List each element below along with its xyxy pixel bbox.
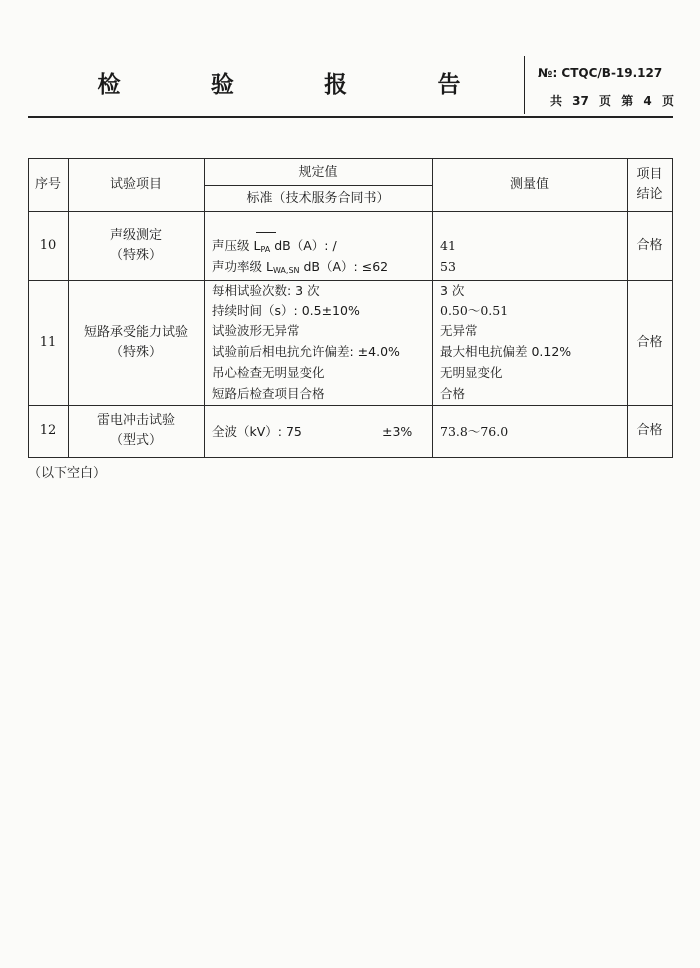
measured-value: 3 次 — [440, 283, 465, 298]
row-item-line1: 声级测定 — [109, 227, 162, 243]
row-item-line1: 短路承受能力试验 — [83, 324, 188, 340]
table-border-bottom — [28, 457, 673, 458]
row-item — [68, 405, 204, 457]
header-rule — [28, 116, 673, 118]
spec-line: 短路后检查项目合格 — [212, 386, 325, 401]
measured-value: 最大相电抗偏差 0.12% — [440, 344, 572, 359]
header-item: 试验项目 — [109, 176, 162, 192]
spec-line: 每相试验次数: 3 次 — [212, 283, 320, 298]
row-conclusion: 合格 — [636, 237, 663, 253]
spec-sound-pressure-prefix: 声压级 L — [212, 238, 261, 253]
spec-line-full-wave: 全波（kV）: 75 — [212, 424, 302, 439]
row-seq: 11 — [39, 334, 57, 350]
page-count — [550, 92, 674, 109]
title-char-1: 检 — [97, 72, 123, 98]
header-seq: 序号 — [34, 176, 61, 192]
row-seq: 10 — [39, 237, 57, 253]
spec-line: 试验波形无异常 — [212, 323, 300, 338]
spec-sound-power-suffix: dB（A）: ≤62 — [299, 259, 389, 274]
spec-tolerance: ±3% — [382, 424, 413, 439]
spec-sound-power-sub: WA,SN — [272, 266, 300, 275]
header-divider — [524, 56, 525, 114]
report-title — [90, 66, 470, 99]
row-conclusion: 合格 — [636, 423, 663, 438]
overline-mark — [256, 232, 276, 233]
row-item-line1: 雷电冲击试验 — [96, 413, 175, 428]
table-border-right — [672, 158, 673, 458]
spec-sound-pressure-sub: PA — [260, 245, 271, 254]
row-conclusion: 合格 — [636, 334, 663, 350]
row-item-line2: （型式） — [109, 433, 162, 448]
spec-line: 吊心检查无明显变化 — [212, 365, 325, 380]
title-char-4: 告 — [437, 72, 463, 98]
header-measured: 测量值 — [509, 176, 549, 192]
header-spec: 规定值 — [298, 164, 338, 180]
header-conclusion — [627, 158, 672, 211]
header-conclusion-line2: 结论 — [636, 186, 663, 202]
pages-total: 共 37 页 — [550, 94, 612, 108]
measured-value: 无明显变化 — [440, 365, 503, 380]
row-item-line2: （特殊） — [109, 344, 162, 360]
measured-value: 41 — [440, 238, 456, 253]
spec-line: 持续时间（s）: 0.5±10% — [212, 303, 360, 318]
blank-below-note: （以下空白） — [28, 466, 107, 481]
title-char-2: 验 — [210, 72, 236, 98]
title-char-3: 报 — [324, 72, 350, 98]
measured-value: 0.50～0.51 — [440, 303, 509, 318]
page-current: 第 4 页 — [621, 94, 674, 108]
row-item — [68, 211, 204, 280]
spec-sound-pressure-suffix: dB（A）: / — [270, 238, 337, 253]
row-item-line2: （特殊） — [109, 247, 162, 263]
measured-value: 合格 — [440, 386, 466, 401]
header-conclusion-line1: 项目 — [636, 166, 663, 182]
row-seq: 12 — [39, 423, 57, 438]
measured-value: 73.8～76.0 — [440, 424, 509, 439]
spec-sound-power-prefix: 声功率级 L — [212, 259, 273, 274]
spec-line-sound-power — [212, 259, 388, 279]
row-item — [68, 280, 204, 405]
document-number: №: CTQC/B-19.127 — [538, 66, 663, 80]
measured-value: 无异常 — [440, 323, 478, 338]
measured-value: 53 — [440, 259, 456, 274]
spec-line-sound-pressure — [212, 238, 337, 258]
spec-line: 试验前后相电抗允许偏差: ±4.0% — [212, 344, 400, 359]
header-spec-sub: 标准（技术服务合同书） — [246, 190, 390, 206]
